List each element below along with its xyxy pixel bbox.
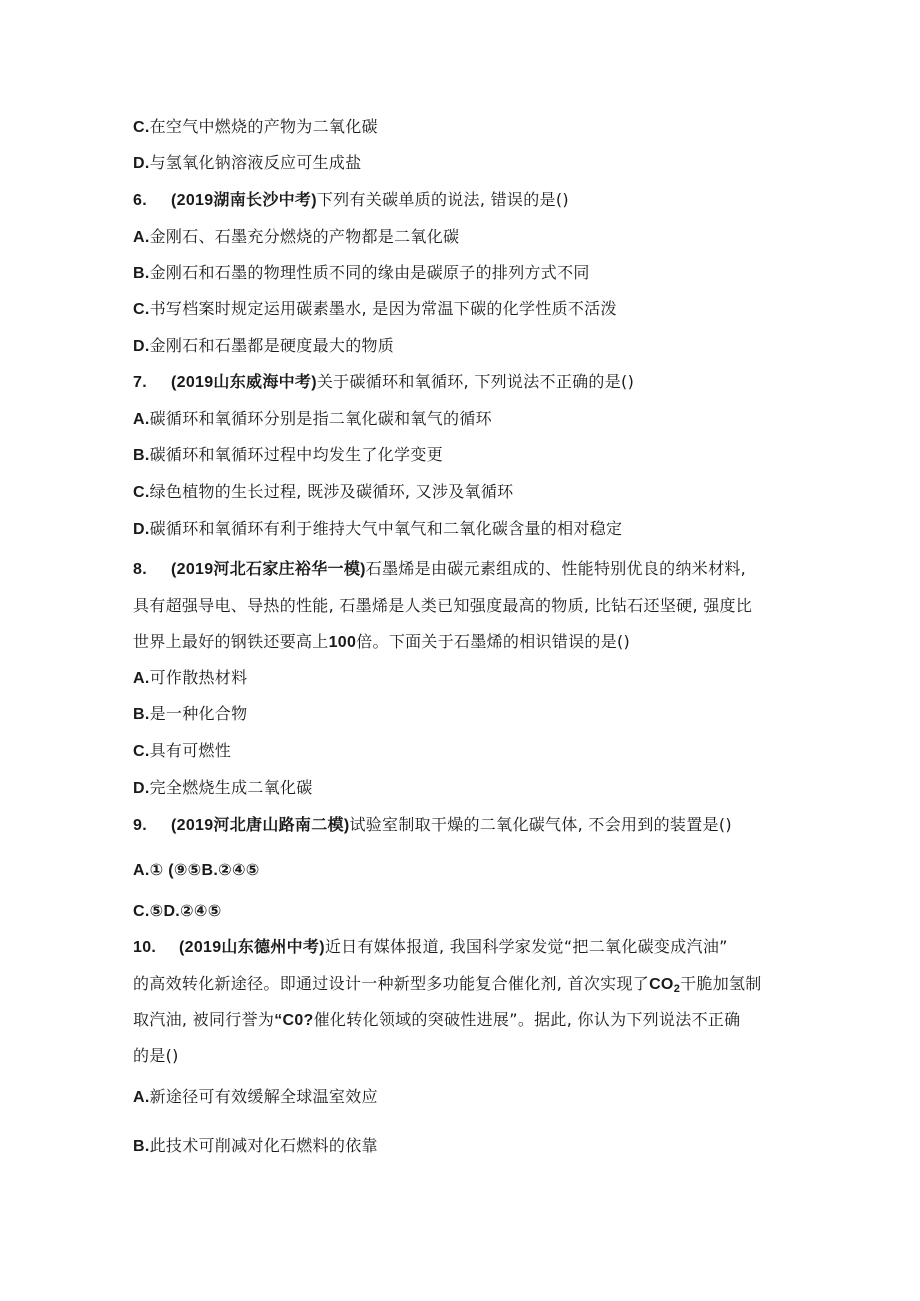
q10-stem-line4: 的是() [133,1046,179,1065]
q7-option-d: D.碳循环和氧循环有利于维持大气中氧气和二氧化碳含量的相对稳定 [133,519,623,538]
q9-stem: 9. (2019河北唐山路南二模)试验室制取干燥的二氧化碳气体, 不会用到的装置是() [133,814,732,837]
q7-source: (2019山东威海中考) [171,374,317,391]
q8-stem-line1: 8. (2019河北石家庄裕华一模)石墨烯是由碳元素组成的、性能特别优良的纳米材料, [133,558,746,581]
q7-stem: 7. (2019山东威海中考)关于碳循环和氧循环, 下列说法不正确的是() [133,371,634,394]
q10-source: (2019山东德州中考) [179,939,325,956]
q8-stem-line2: 具有超强导电、导热的性能, 石墨烯是人类已知强度最高的物质, 比钻石还坚硬, 强度比 [133,596,753,615]
q10-stem-line1: 10. (2019山东德州中考)近日有媒体报道, 我国科学家发觉“把二氧化碳变成汽油” [133,936,728,959]
q10-option-b: B.此技术可削减对化石燃料的依靠 [133,1136,378,1155]
co2-formula: $CO_2$ [649,976,681,995]
q8-stem-line3: 世界上最好的钢铁还要高上100倍。下面关于石墨烯的相识错误的是() [133,632,631,651]
q7-option-b: B.碳循环和氧循环过程中均发生了化学变更 [133,445,444,464]
q7-option-a: A.碳循环和氧循环分别是指二氧化碳和氧气的循环 [133,409,492,428]
q6-source: (2019湖南长沙中考) [171,192,317,209]
q7-option-c: C.绿色植物的生长过程, 既涉及碳循环, 又涉及氧循环 [133,482,514,501]
q7-number: 7. [133,374,147,391]
q6-number: 6. [133,192,147,209]
q8-option-c: C.具有可燃性 [133,741,232,760]
q10-option-a: A.新途径可有效缓解全球温室效应 [133,1087,378,1106]
q6-option-d: D.金刚石和石墨都是硬度最大的物质 [133,336,395,355]
q6-option-c: C.书写档案时规定运用碳素墨水, 是因为常温下碳的化学性质不活泼 [133,299,617,318]
q10-number: 10. [133,939,157,956]
q8-option-a: A.可作散热材料 [133,668,248,687]
q5-option-d: D.与氢氧化钠溶液反应可生成盐 [133,153,362,172]
q8-option-d: D.完全燃烧生成二氧化碳 [133,778,313,797]
q5-option-c: C.在空气中燃烧的产物为二氧化碳 [133,117,378,136]
q9-source: (2019河北唐山路南二模) [171,817,350,834]
q8-option-b: B.是一种化合物 [133,704,248,723]
q6-stem: 6. (2019湖南长沙中考)下列有关碳单质的说法, 错误的是() [133,189,569,212]
q9-options-line2: C.⑤D.②④⑤ [133,903,222,920]
q10-stem-line2: 的高效转化新途径。即通过设计一种新型多功能复合催化剂, 首次实现了$CO_2$干脆加氢制 [133,974,762,995]
q6-option-a: A.金刚石、石墨充分燃烧的产物都是二氧化碳 [133,227,460,246]
q9-options-line1: A.① (⑨⑤B.②④⑤ [133,862,260,879]
q10-stem-line3: 取汽油, 被同行誉为“C0?催化转化领域的突破性进展”。据此, 你认为下列说法不正确 [133,1010,741,1029]
q8-source: (2019河北石家庄裕华一模) [171,561,366,578]
q9-number: 9. [133,817,147,834]
q6-option-b: B.金刚石和石墨的物理性质不同的缘由是碳原子的排列方式不同 [133,263,590,282]
q8-number: 8. [133,561,147,578]
